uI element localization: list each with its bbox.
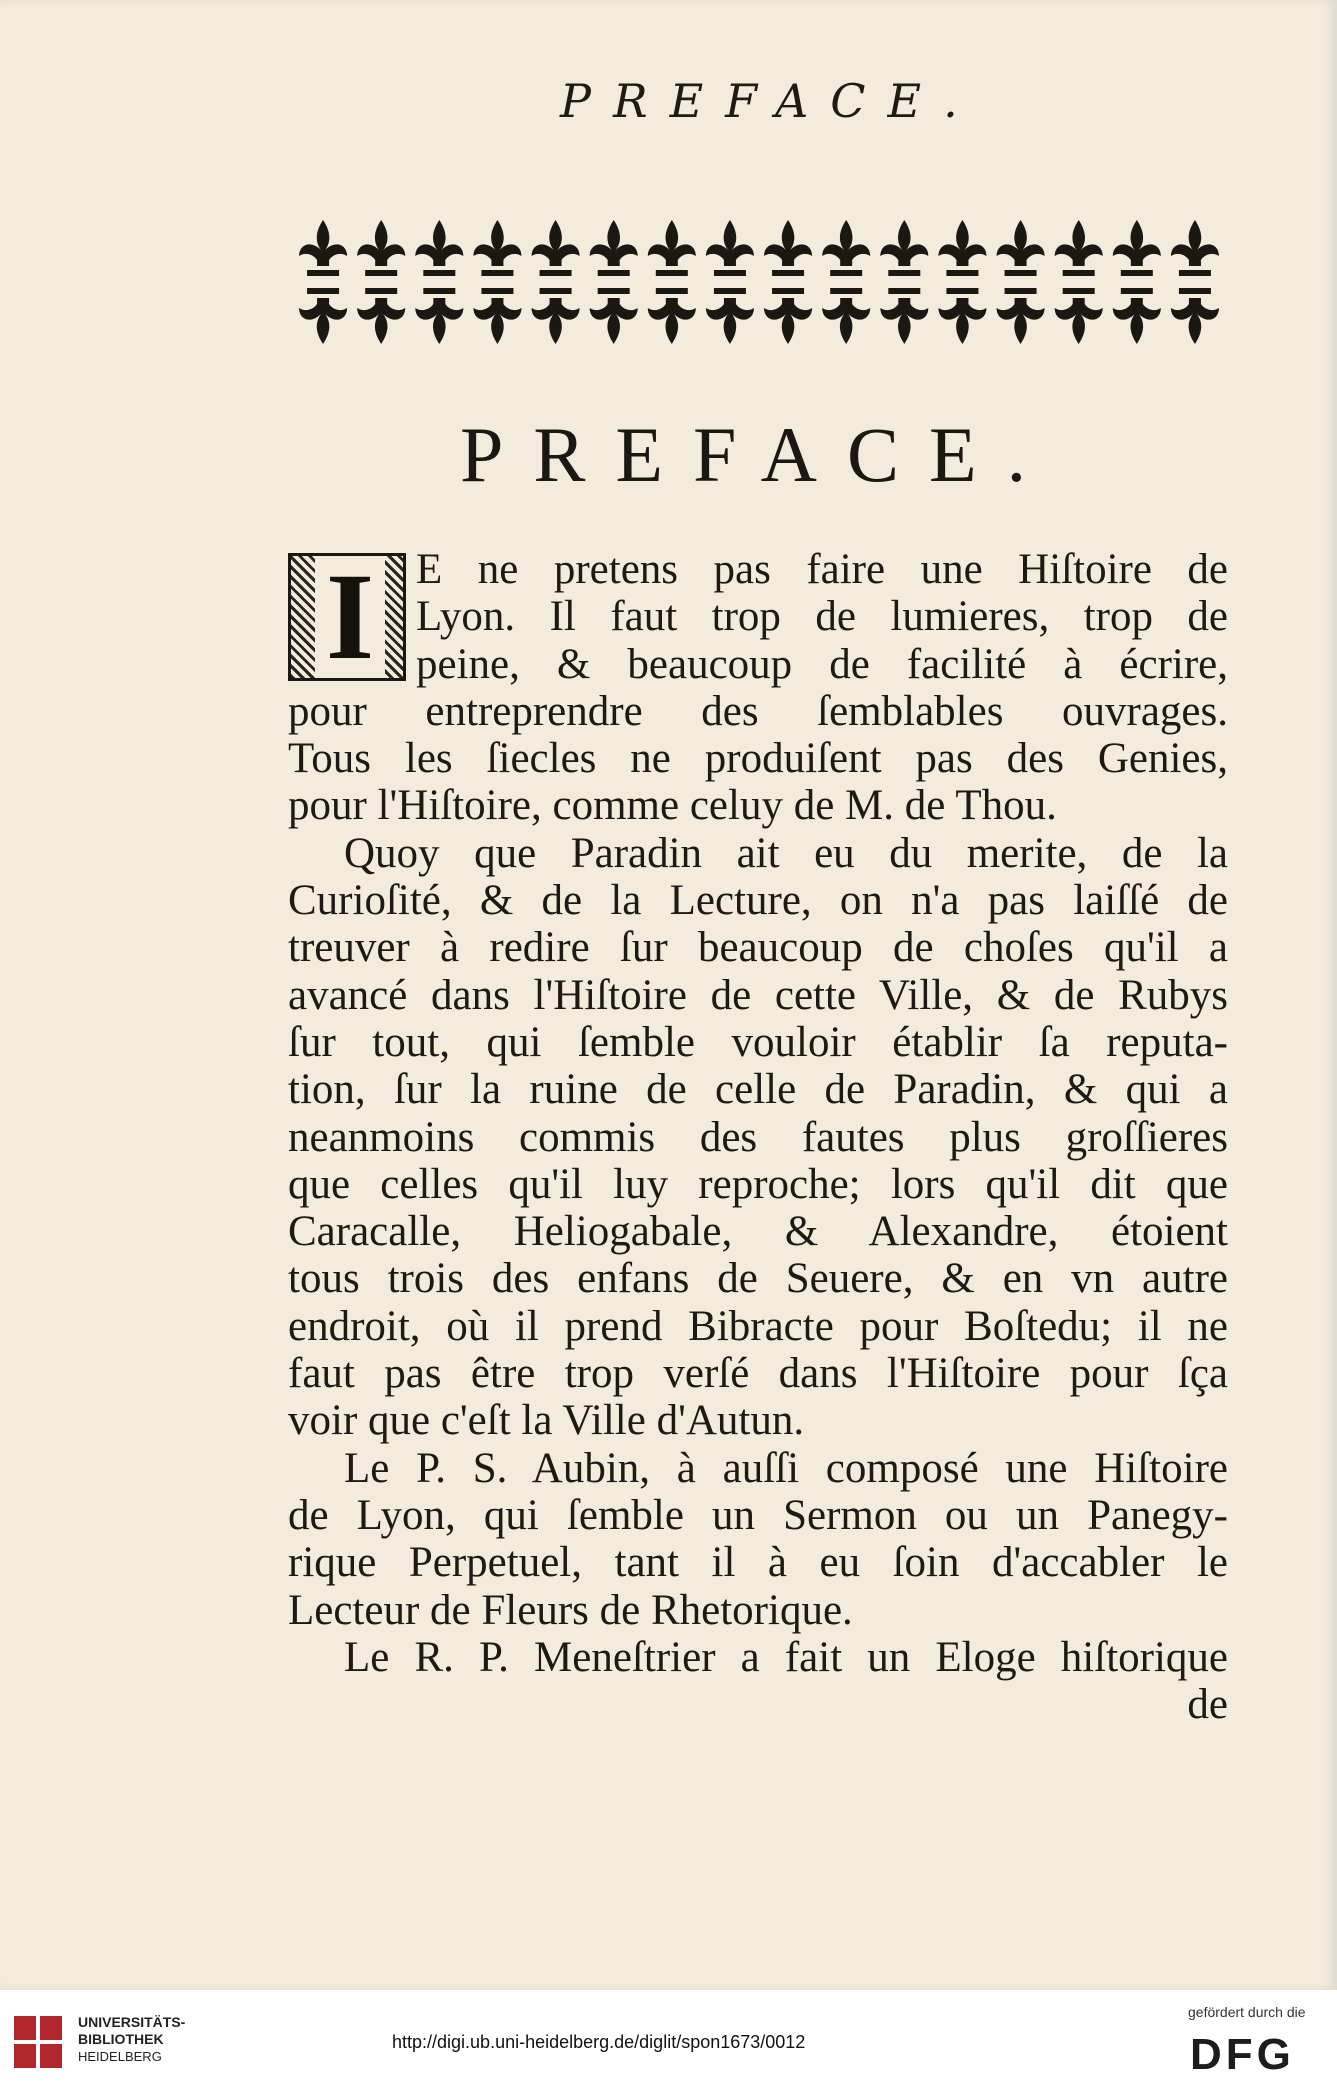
digitization-footer <box>0 1990 1337 2087</box>
library-name-line3: HEIDELBERG <box>78 2049 162 2064</box>
fleur-de-lis-icon <box>1113 288 1161 344</box>
fleur-de-lis-icon <box>648 220 696 276</box>
body-text <box>288 546 1228 1728</box>
library-logo-icon <box>14 2016 64 2070</box>
fleur-de-lis-icon <box>299 288 347 344</box>
library-name-line1: UNIVERSITÄTS- <box>78 2014 186 2030</box>
fleur-de-lis-icon <box>1171 220 1219 276</box>
fleur-de-lis-icon <box>706 220 754 276</box>
fleur-de-lis-icon <box>1171 288 1219 344</box>
text-line: Tous les ſiecles ne produiſent pas des Genies, <box>288 735 1228 783</box>
fleur-de-lis-icon <box>299 220 347 276</box>
text-line: Caracalle, Heliogabale, & Alexandre, étoient <box>288 1208 1228 1256</box>
fleur-de-lis-icon <box>764 220 812 276</box>
text-line: endroit, où il prend Bibracte pour Boſtedu; il ne <box>288 1302 1228 1350</box>
text-line: avancé dans l'Hiſtoire de cette Ville, & de Rubys <box>288 971 1228 1019</box>
fleur-de-lis-icon <box>590 288 638 344</box>
text-line: Quoy que Paradin ait eu du merite, de la <box>344 829 1228 877</box>
permalink-url[interactable]: http://digi.ub.uni-heidelberg.de/diglit/spon1673/0012 <box>392 2032 806 2052</box>
fleur-de-lis-icon <box>415 288 463 344</box>
text-line: E ne pretens pas faire une Hiſtoire de <box>416 546 1228 593</box>
fleur-de-lis-icon <box>938 288 986 344</box>
fleur-de-lis-icon <box>1055 220 1103 276</box>
fleur-de-lis-icon <box>590 220 638 276</box>
funding-note: gefördert durch die <box>1188 2004 1306 2020</box>
text-line: neanmoins commis des fautes plus groſſieres <box>288 1113 1228 1161</box>
text-line: rique Perpetuel, tant il à eu ſoin d'accabler le <box>288 1539 1228 1587</box>
library-name <box>78 2014 185 2065</box>
fleur-de-lis-icon <box>997 288 1045 344</box>
fleur-de-lis-icon <box>357 288 405 344</box>
text-line: Curioſité, & de la Lecture, on n'a pas laiſſé de <box>288 877 1228 925</box>
text-line: tion, ſur la ruine de celle de Paradin, & qui a <box>288 1066 1228 1114</box>
fleur-de-lis-icon <box>1055 288 1103 344</box>
fleur-de-lis-icon <box>532 288 580 344</box>
text-line: voir que c'eſt la Ville d'Autun. <box>288 1397 805 1445</box>
fleur-de-lis-icon <box>822 288 870 344</box>
fleur-de-lis-icon <box>532 220 580 276</box>
running-head: PREFACE. <box>560 74 980 128</box>
text-line: Le P. S. Aubin, à auſſi composé une Hiſtoire <box>344 1444 1228 1492</box>
text-line: pour entreprendre des ſemblables ouvrages. <box>288 687 1228 735</box>
fleuron-ornament-band <box>294 212 1224 352</box>
fleur-de-lis-icon <box>938 220 986 276</box>
text-line: de <box>1187 1681 1228 1729</box>
fleur-de-lis-icon <box>1113 220 1161 276</box>
fleur-de-lis-icon <box>357 220 405 276</box>
text-line: de Lyon, qui ſemble un Sermon ou un Panegy- <box>288 1491 1228 1539</box>
fleur-de-lis-icon <box>415 220 463 276</box>
text-line: ſur tout, qui ſemble vouloir établir ſa reputa- <box>288 1018 1228 1066</box>
fleur-de-lis-icon <box>880 288 928 344</box>
text-line: peine, & beaucoup de facilité à écrire, <box>416 640 1228 688</box>
text-line: pour l'Hiſtoire, comme celuy de M. de Thou. <box>288 782 1057 830</box>
drop-cap-letter: I <box>315 556 385 678</box>
library-name-line2: BIBLIOTHEK <box>78 2031 164 2047</box>
text-line: tous trois des enfans de Seuere, & en vn autre <box>288 1255 1228 1303</box>
text-line: treuver à redire ſur beaucoup de choſes qu'il a <box>288 924 1228 972</box>
text-line: Lecteur de Fleurs de Rhetorique. <box>288 1586 853 1634</box>
fleur-de-lis-icon <box>648 288 696 344</box>
text-line: Lyon. Il faut trop de lumieres, trop de <box>416 593 1228 641</box>
fleur-de-lis-icon <box>764 288 812 344</box>
dfg-logo: DFG <box>1190 2030 1295 2079</box>
fleur-de-lis-icon <box>880 220 928 276</box>
text-line: Le R. P. Meneſtrier a fait un Eloge hiſtorique <box>344 1633 1228 1681</box>
fleur-de-lis-icon <box>706 288 754 344</box>
fleur-de-lis-icon <box>822 220 870 276</box>
text-line: faut pas être trop verſé dans l'Hiſtoire pour ſça <box>288 1350 1228 1398</box>
fleur-de-lis-icon <box>473 288 521 344</box>
page-title: PREFACE. <box>460 411 1057 498</box>
text-line: que celles qu'il luy reproche; lors qu'il dit que <box>288 1160 1228 1208</box>
fleur-de-lis-icon <box>997 220 1045 276</box>
fleur-de-lis-icon <box>473 220 521 276</box>
